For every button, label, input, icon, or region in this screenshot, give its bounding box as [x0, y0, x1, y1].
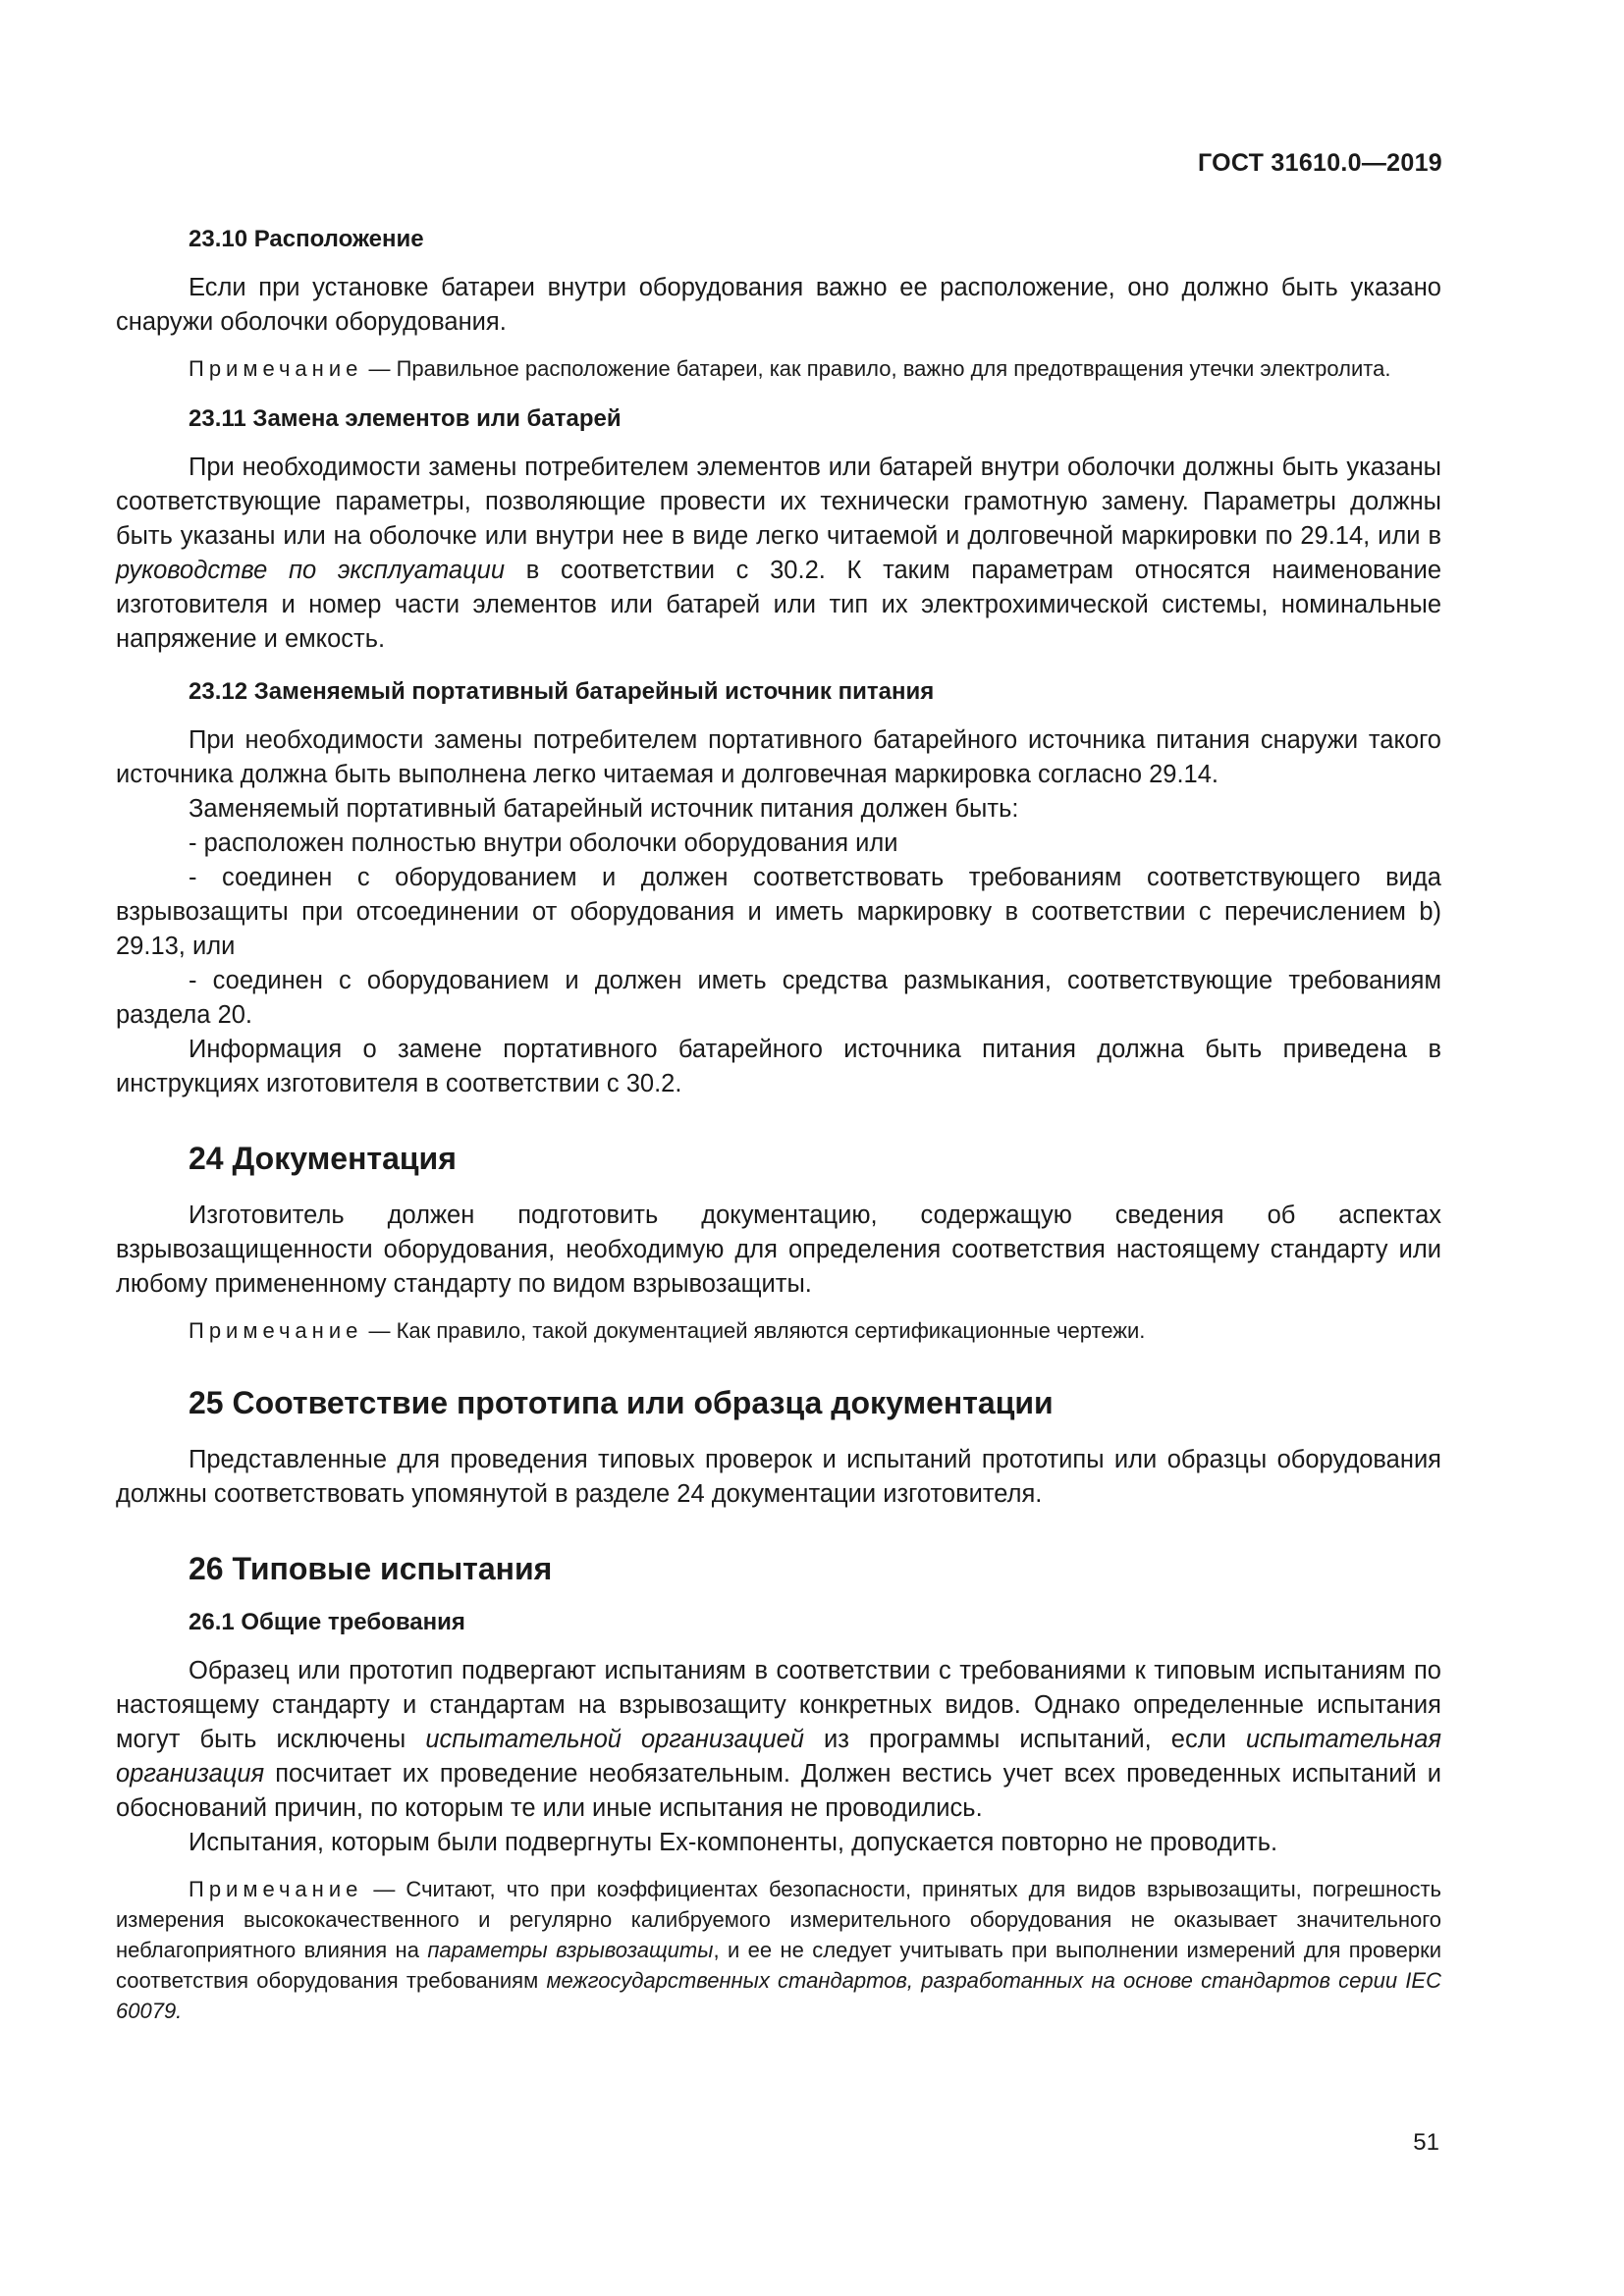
note-26-1: Примечание — Считают, что при коэффициентах безопасности, принятых для видов взрывозащиты, погрешность измерения высококачественного и регулярно калибруемого измерительного оборудования не оказывает значительного неблагоприятного влияния на параметры взрывозащиты, и ее не следует учитывать при выполнении измерений для проверки соответствия оборудования требованиям межгосударственных стандартов, разработанных на основе стандартов серии IEC 60079.	[116, 1877, 1442, 2023]
heading-23-12: 23.12 Заменяемый портативный батарейный источник питания	[189, 678, 935, 705]
paragraph-24: Изготовитель должен подготовить документацию, содержащую сведения об аспектах взрывозащищенности оборудования, необходимую для определения соответствия настоящему стандарту или любому примененному стандарту по видом взрывозащиты.	[116, 1201, 1441, 1298]
list-item-23-12-2: - соединен с оборудованием и должен соответствовать требованиям соответствующего вида взрывозащиты при отсоединении от оборудования и иметь маркировку в соответствии с перечислением b) 29.13, или	[116, 864, 1441, 960]
note-label: Примечание	[189, 1318, 363, 1343]
paragraph-23-12-1: При необходимости замены потребителем портативного батарейного источника питания снаружи такого источника должна быть выполнена легко читаемая и долговечная маркировка согласно 29.14.	[116, 726, 1441, 788]
heading-26: 26 Типовые испытания	[189, 1551, 553, 1586]
paragraph-23-11: При необходимости замены потребителем элементов или батарей внутри оболочки должны быть указаны соответствующие параметры, позволяющие провести их технически грамотную замену. Параметры должны быть указаны или на оболочке или внутри нее в виде легко читаемой и долговечной маркировки по 29.14, или в руководстве по эксплуатации в соответствии с 30.2. К таким параметрам относятся наименование изготовителя и номер части элементов или батарей или тип их электрохимической системы, номинальные напряжение и емкость.	[116, 454, 1441, 653]
note-text: — Как правило, такой документацией являются сертификационные чертежи.	[362, 1318, 1146, 1343]
list-item-23-12-3: - соединен с оборудованием и должен иметь средства размыкания, соответствующие требованиям раздела 20.	[116, 967, 1441, 1029]
paragraph-23-12-3: Информация о замене портативного батарейного источника питания должна быть приведена в инструкциях изготовителя в соответствии с 30.2.	[116, 1036, 1441, 1097]
heading-26-1: 26.1 Общие требования	[189, 1609, 465, 1635]
note-text: — Правильное расположение батареи, как правило, важно для предотвращения утечки электролита.	[362, 356, 1391, 381]
page-content	[116, 226, 1441, 2026]
paragraph-26-1-2: Испытания, которым были подвергнуты Ex-компоненты, допускается повторно не проводить.	[189, 1829, 1278, 1856]
paragraph-23-10: Если при установке батареи внутри оборудования важно ее расположение, оно должно быть указано снаружи оболочки оборудования.	[116, 274, 1441, 336]
note-label: Примечание	[189, 356, 363, 381]
note-24	[116, 1315, 1441, 1346]
note-23-10	[116, 353, 1441, 384]
heading-24: 24 Документация	[189, 1141, 457, 1176]
page-number: 51	[1413, 2129, 1439, 2156]
heading-23-11: 23.11 Замена элементов или батарей	[189, 405, 622, 432]
note-label: Примечание	[189, 1877, 363, 1901]
heading-25: 25 Соответствие прототипа или образца документации	[189, 1385, 1054, 1420]
heading-23-10: 23.10 Расположение	[189, 226, 424, 252]
paragraph-23-12-2: Заменяемый портативный батарейный источник питания должен быть:	[189, 795, 1019, 823]
document-code: ГОСТ 31610.0—2019	[1197, 149, 1442, 177]
list-item-23-12-1: - расположен полностью внутри оболочки оборудования или	[189, 829, 898, 857]
paragraph-26-1: Образец или прототип подвергают испытаниям в соответствии с требованиями к типовым испытаниям по настоящему стандарту и стандартам на взрывозащиту конкретных видов. Однако определенные испытания могут быть исключены испытательной организацией из программы испытаний, если испытательная организация посчитает их проведение необязательным. Должен вестись учет всех проведенных испытаний и обоснований причин, по которым те или иные испытания не проводились.	[116, 1657, 1441, 1822]
paragraph-25: Представленные для проведения типовых проверок и испытаний прототипы или образцы оборудования должны соответствовать упомянутой в разделе 24 документации изготовителя.	[116, 1446, 1441, 1508]
